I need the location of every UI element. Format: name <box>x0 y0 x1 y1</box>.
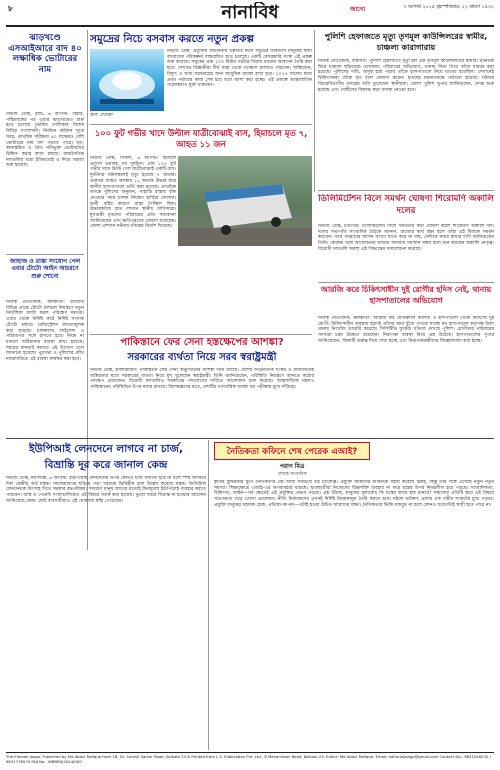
hospital-headline: আরজি করে চিকিৎসাধীন দুই রোগীর হদিস নেই, থানায় হাসপাতালের অভিযোগ <box>320 285 492 305</box>
upi-body: নিউজ ডেস্ক, নয়াদিল্লি, ৬ আগস্ট: ইউপিআই লেনদেনের উপর কোনও চার্জ বসানো হবে না বলে স্পষ্ট জানিয়ে দিল কেন্দ্রীয় অর্থ মন্ত্রক। সমাজমাধ্যমে ছড়িয়ে পড়া খবরকে ভিত্তিহীন বলে উল্লেখ করেছে মন্ত্রক। ডিজিটাল লেনদেনকে উৎসাহ দিতে সরকার বদ্ধপরিকর। সাধারণ মানুষ আগের মতোই বিনামূল্যে ইউপিআই ব্যবহার করতে পারবেন। ব্যাঙ্ক ও পেমেন্ট সংস্থাগুলিকেও এই বিষয়ে সতর্ক করা হয়েছে। ভুয়ো খবরে বিভ্রান্ত না হওয়ার আবেদন জানিয়েছে কেন্দ্র। ছোট ব্যবসায়ীরাও এই ঘোষণায় স্বস্তি পেয়েছেন। <box>6 476 206 504</box>
upi-headline-2: বিভ্রান্তি দূর করে জানাল কেন্দ্র <box>44 459 168 471</box>
date-line: ৭ আগস্ট ২০২৫ বৃহস্পতিবার, ২২ শ্রাবণ ১৪৩২ <box>403 5 494 10</box>
bus-body-continued <box>178 248 312 332</box>
paper-logo: জাগো <box>350 6 366 13</box>
undersea-body: নিউজ ডেস্ক: প্রযুক্তির অভাবনীয় উন্নতির ফলে সমুদ্রের তলদেশে মানুষের স্থায়ী বসবাসের পরিকল্পনা বাস্তবায়িত হতে চলেছে। একটি বেসরকারি সংস্থা এই প্রকল্প শুরু করেছে। সমুদ্রের প্রায় ২০০ মিটার গভীরে বিশেষ ধরনের আবাসন তৈরি করা হবে। সেখানে বিজ্ঞানীরা দীর্ঘ সময় থেকে গবেষণা চালাতে পারবেন। অক্সিজেন, বিদ্যুৎ ও খাদ্য সরবরাহের জন্য আধুনিক ব্যবস্থা রাখা হবে। ২০২৭ সালের মধ্যে প্রথম পর্যায়ের কাজ শেষ হবে বলে আশা করা হচ্ছে। এই প্রকল্পে আন্তর্জাতিক গবেষকরাও যুক্ত থাকবেন। <box>167 49 312 89</box>
bus-headline: ১০০ ফুট গভীর খাদে উল্টাল যাত্রীবোঝাই বাস, হিমাচলে মৃত ৭, আহত ১১ জন <box>94 128 308 149</box>
left-divider <box>6 254 84 255</box>
footer-rule <box>6 752 494 753</box>
pakistan-headline-2: সরকারের ব্যর্থতা নিয়ে সরব স্বরাষ্ট্রমন্ত্রী <box>127 352 277 363</box>
delimit-headline: ডিলিমিটেশন বিলে সমর্থন ঘোষণা শিরোমণি অকালি দলের <box>318 194 494 216</box>
delimit-body: নিউজ ডেস্ক, চণ্ডীগড়: ডিলিমিটেশন বিলে সমর্থনের কথা ঘোষণা করল শিরোমণি অকালি দল। দলের সভাপতি সাংবাদিক বৈঠকে জানান, রাজ্যের স্বার্থ রক্ষা হলে তাঁরা এই বিলকে সমর্থন করবেন। তবে পাঞ্জাবের আসন সংখ্যা যাতে কমে না যায়, সেদিকে নজর রাখার দাবি জানিয়েছেন তিনি। কেন্দ্রের সঙ্গে আলোচনার মাধ্যমে সমস্যার সমাধান সম্ভব বলে মনে করছেন অকালি নেতৃত্ব। বিরোধী দলগুলি অবশ্য এই সিদ্ধান্তের সমালোচনা করেছে। <box>318 224 494 252</box>
bus-rule <box>90 124 312 125</box>
police-headline: পুলিশি হেফাজতে মৃত্যু তৃণমূল কাউন্সিলরের স্বামীর, চাঞ্চল্য কারাগারায় <box>324 32 488 52</box>
masthead-rule <box>6 25 494 27</box>
footer-imprint: The Eimaak Jaago. Published by Md Abdul Rafique from 1B, Dr. Suresh Sarkar Road, Kolkata 14 & Printed from L.S. Publication Pvt. Ltd., 6 Mahanirban Road, Kolkata 29. Editor: Md Abdul Rafique. Email: editorialjaago@gmail.com Contact No.: 9831046230 / 9831776570 RNI No.: WBBEN/2024/000 <box>6 755 491 764</box>
left-top-body: নিউজ ডেস্ক, রাঁচি, ৬ আগস্ট: বিহার, পশ্চিমবঙ্গের পর এবার ঝাড়খণ্ডেও শুরু হতে চলেছে ভোটার তালিকার বিশেষ নিবিড় সংশোধনী। নির্বাচন কমিশন সূত্রে খবর, প্রাথমিক সমীক্ষায় ৪০ লক্ষেরও বেশি ভোটারের নাম বাদ পড়তে পারে। মৃত, স্থানান্তরিত ও দ্বৈত নথিভুক্ত ভোটারদের চিহ্নিত করার কাজ চলছে। রাজনৈতিক দলগুলির মধ্যে ইতিমধ্যেই এ নিয়ে তরজা শুরু হয়েছে। <box>6 112 84 169</box>
pakistan-rule <box>90 334 312 335</box>
pakistan-headline-1: পাকিস্তানে ফের সেনা হস্তক্ষেপের আশঙ্কা? <box>120 337 284 348</box>
bus-photo <box>178 156 312 246</box>
left-top-headline: ঝাড়খণ্ডে এসআইআরে বাদ ৪০ লক্ষাধিক ভোটারের নাম <box>8 33 82 75</box>
undersea-dome-icon <box>90 49 164 111</box>
center-top-rule <box>314 30 315 192</box>
section-title: নানাবিধ <box>221 2 279 23</box>
undersea-photo <box>90 49 164 111</box>
ethics-byline-role: লেখক সাংবাদিক <box>277 472 307 477</box>
pakistan-body: নিউজ ডেস্ক, ইসলামাবাদ: পাকিস্তানে ফের সেনা অভ্যুত্থানের আশঙ্কা দানা বাঁধছে। দেশের অর্থনৈতিক সংকট ও রাজনৈতিক অস্থিরতার মধ্যে সরকারের ব্যর্থতা নিয়ে মুখ খুলেছেন স্বরাষ্ট্রমন্ত্রী। তিনি জানিয়েছেন, পরিস্থিতি নিয়ন্ত্রণে আনতে কঠোর পদক্ষেপ প্রয়োজন। বিরোধী দলগুলিও সরকারের পদত্যাগের দাবিতে আন্দোলন শুরু করেছে। আন্তর্জাতিক মহলও পাকিস্তানের পরিস্থিতির উপর নজর রাখছে। বিশেষজ্ঞদের মতে, দেশটির গণতান্ত্রিক ব্যবস্থা বড় পরীক্ষার মুখে দাঁড়িয়ে। <box>90 368 314 391</box>
page-number: ৮ <box>8 4 14 13</box>
bus-accident-icon <box>178 156 312 246</box>
undersea-caption: ছবি: প্রতীকী <box>90 113 113 118</box>
hospital-rule <box>318 282 494 283</box>
upi-headline-1: ইউপিআই লেনদেনে লাগবে না চার্জ, <box>29 443 183 455</box>
ethics-body: কৃত্রিম বুদ্ধিমত্তার যুগে নৈতিকতার প্রশ্ন আজ সবচেয়ে বড় চ্যালেঞ্জ। প্রযুক্তি আমাদের জীবনকে সহজ করেছে ঠিকই, কিন্তু তার সঙ্গে এসেছে নতুন নতুন সমস্যা। শিক্ষাক্ষেত্রে এআই-এর অপব্যবহার বাড়ছে। ছাত্রছাত্রীরা নিজেদের চিন্তাশক্তি ব্যবহার না করে যন্ত্রের উপর নির্ভরশীল হয়ে পড়ছে। সাংবাদিকতা, চিকিৎসা, আইন—সব ক্ষেত্রেই এই প্রযুক্তির প্রভাব পড়ছে। প্রশ্ন উঠছে, মানুষের মূল্যবোধ কি যন্ত্রের কাছে হার মানবে? সমাজের প্রতিটি স্তরে এই বিষয়ে সচেতনতা গড়ে তোলা প্রয়োজন। নীতি নির্ধারকদের এখনই নির্দিষ্ট নিয়মকানুন তৈরি করতে হবে। নইলে ভবিষ্যৎ প্রজন্ম এক গভীর সংকটের মুখে পড়বে। প্রযুক্তি মানুষের সহায়ক হোক, প্রতিস্থাপক নয়—এটাই হওয়া উচিত আমাদের লক্ষ্য। নৈতিকতার ভিত্তি মজবুত না হলে কোনও অগ্রগতিই স্থায়ী হতে পারে না। <box>214 480 494 508</box>
ethics-byline: পরাগ মিত্র <box>279 463 305 470</box>
bus-body: নিউজ ডেস্ক, সিমলা, ৬ আগস্ট: হিমাচল প্রদেশে ভয়াবহ পথ দুর্ঘটনা। প্রায় ১০০ ফুট গভীর খাদে উল্টে গেল যাত্রীবোঝাই একটি বাস। দুর্ঘটনায় ঘটনাস্থলেই মৃত্যু হয়েছে ৭ জনের। গুরুতর আহত অবস্থায় ১১ জনকে উদ্ধার করে স্থানীয় হাসপাতালে ভর্তি করা হয়েছে। প্রাথমিক তদন্তে পুলিশের অনুমান, পাহাড়ি রাস্তায় বাঁক নেওয়ার সময় চালক নিয়ন্ত্রণ হারিয়ে ফেলেন। ভারী বৃষ্টির কারণে রাস্তা পিচ্ছিল ছিল। উদ্ধারকাজে হাত লাগান স্থানীয় বাসিন্দারা। মুখ্যমন্ত্রী মৃতদের পরিবারের প্রতি সমবেদনা জানিয়েছেন এবং ক্ষতিপূরণের ঘোষণা করেছেন। জেলা প্রশাসন ঘটনার তদন্তের নির্দেশ দিয়েছে। <box>90 156 176 230</box>
undersea-headline: সমুদ্রের নিচে বসবাস করতে নতুন প্রকল্প <box>90 33 255 45</box>
upi-col-rule <box>208 440 209 750</box>
left-second-body: নিজস্ব প্রতিবেদক, কলকাতা: রাজ্যের বিভিন্ন প্রান্তে টোটো চলাচল নিয়ন্ত্রণে নতুন নির্দেশিকা জারি করল পরিবহণ দফতর। এবার থেকে নির্দিষ্ট রুটে নির্দিষ্ট সংখ্যক টোটো চলবে। রেজিস্ট্রেশন বাধ্যতামূলক করা হয়েছে। চালকদের লাইসেন্স ও পরিচয়পত্র সঙ্গে রাখতে হবে। নিয়ম না মানলে জরিমানার ব্যবস্থা রাখা হয়েছে। শহরের যানজট কমাতে এই উদ্যোগ বলে জানানো হয়েছে। পুরসভা ও পুলিশের যৌথ নজরদারিতে এই ব্যবস্থা কার্যকর করা হবে। <box>6 300 84 363</box>
hospital-body: নিজস্ব প্রতিবেদক, কলকাতা: আরজি কর মেডিক্যাল কলেজ ও হাসপাতাল থেকে নিখোঁজ দুই রোগী। চিকিৎসাধীন অবস্থায় হঠাৎই তাঁদের আর খুঁজে পাওয়া যাচ্ছে না। হাসপাতাল কর্তৃপক্ষ টালা থানায় নিখোঁজ ডায়েরি করেছে। সিসিটিভি ফুটেজ খতিয়ে দেখছে পুলিশ। রোগীদের পরিবারের সদস্যরা চরম উদ্বেগে রয়েছেন। নিরাপত্তা ব্যবস্থা নিয়ে প্রশ্ন উঠেছে। হাসপাতালের সুপার জানিয়েছেন, বিষয়টি গুরুত্ব দিয়ে দেখা হচ্ছে এবং নিরাপত্তারক্ষীদের জিজ্ঞাসাবাদ করা হচ্ছে। <box>318 316 494 344</box>
left-second-headline: জাহাজ ও রাস্তা সংযোগ পেল এবার টোটো আইন আচরণে শুরু শোনো <box>9 258 81 280</box>
delimit-rule <box>318 190 494 191</box>
ethics-headline: নৈতিকতা কফিনে শেষ পেরেক এআই? <box>214 442 370 460</box>
police-body: নিজস্ব প্রতিবেদক, বারাসত: পুলিশি হেফাজতে মৃত্যু হল এক তৃণমূল কাউন্সিলরের স্বামীর। ঘটনাকে ঘিরে চাঞ্চল্য ছড়িয়েছে এলাকায়। পরিবারের অভিযোগ, থানায় নিয়ে গিয়ে তাঁকে মারধর করা হয়েছে। পুলিশের দাবি, অসুস্থ হয়ে পড়ায় তাঁকে হাসপাতালে নিয়ে যাওয়া হয়েছিল। সেখানেই চিকিৎসকরা তাঁকে মৃত বলে ঘোষণা করেন। মৃতদেহ ময়নাতদন্তে পাঠানো হয়েছে। ঘটনার বিচারবিভাগীয় তদন্তের দাবি তুলেছেন স্থানীয়রা। জেলা পুলিশ সুপার জানিয়েছেন, তদন্ত শুরু হয়েছে এবং দোষীদের বিরুদ্ধে কড়া ব্যবস্থা নেওয়া হবে। <box>318 59 494 93</box>
lower-rule <box>6 438 494 439</box>
